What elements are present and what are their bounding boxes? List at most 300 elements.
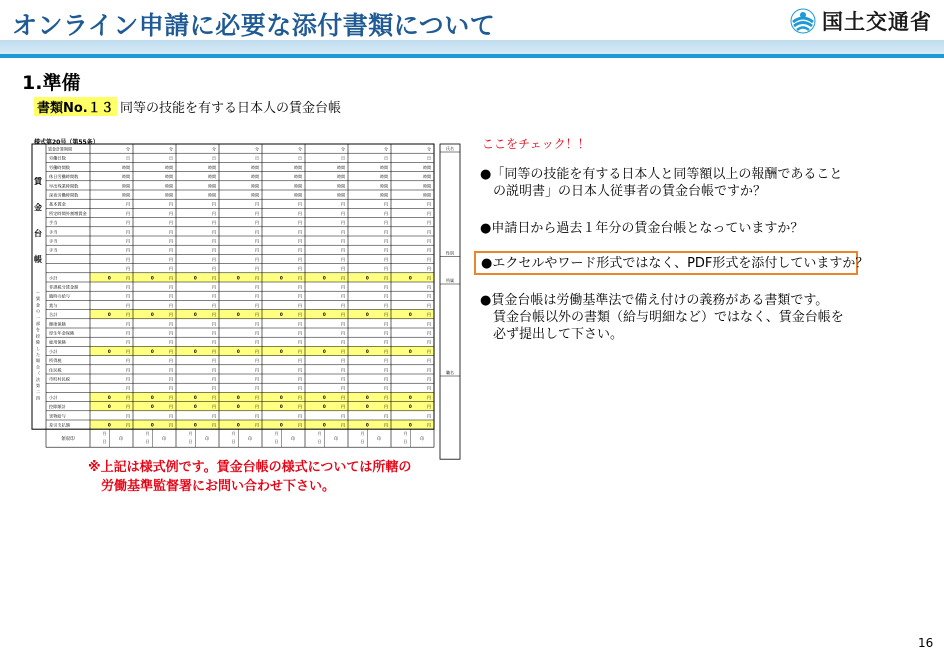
side-note-char: た	[36, 352, 40, 357]
column-header-cell: 分	[212, 146, 216, 152]
cell-unit: 円	[255, 302, 259, 308]
cell-unit: 円	[169, 247, 173, 253]
cell-unit: 円	[384, 394, 388, 400]
logo-text: 国土交通省	[822, 10, 932, 34]
cell-unit: 円	[169, 367, 173, 373]
cell-value: 0	[322, 312, 326, 318]
cell-unit: 円	[384, 266, 388, 272]
row-label: 所得税	[49, 358, 62, 364]
cell-value: 0	[322, 422, 326, 428]
check-item-4: ●賃金台帳は労働基準法で備え付けの義務がある書類です。 賃金台帳以外の書類（給与明細など）ではなく、賃金台帳を 必ず提出して下さい。	[480, 293, 844, 342]
cell-unit: 円	[126, 312, 130, 318]
cell-unit: 円	[126, 210, 130, 216]
cell-unit: 円	[126, 376, 130, 382]
cell-unit: 円	[341, 339, 345, 345]
cell-unit: 円	[427, 220, 431, 226]
side-label-char: 金	[34, 203, 42, 212]
side-note-char: を	[36, 327, 40, 333]
header-band	[0, 40, 944, 54]
cell-unit: 円	[212, 256, 216, 262]
row-label: 住民税	[49, 367, 62, 373]
mlit-logo-icon	[790, 8, 816, 34]
cell-unit: 円	[169, 376, 173, 382]
side-note-char: 除	[36, 339, 40, 345]
cell-unit: 円	[255, 229, 259, 235]
cell-unit: 円	[169, 312, 173, 318]
cell-unit: 円	[212, 238, 216, 244]
row-label: 小計	[49, 394, 58, 400]
row-label: 合計	[49, 312, 58, 318]
cell-unit: 円	[126, 293, 130, 299]
cell-unit: 時間	[208, 174, 216, 180]
form-caption: 様式第20号（第55条）	[34, 139, 99, 146]
cell-unit: 円	[255, 348, 259, 354]
row-label: 所定時間外割増賃金	[49, 210, 87, 216]
cell-unit: 円	[126, 220, 130, 226]
cell-value: 0	[408, 404, 412, 410]
cell-unit: 円	[298, 358, 302, 364]
footer-month: 月	[188, 431, 193, 437]
cell-unit: 円	[341, 348, 345, 354]
document-number: 書類No.１３	[34, 97, 117, 116]
cell-value: 0	[150, 404, 154, 410]
cell-value: 0	[408, 422, 412, 428]
cell-value: 0	[236, 422, 240, 428]
cell-unit: 時間	[251, 164, 259, 170]
cell-value: 0	[365, 312, 369, 318]
cell-unit: 円	[298, 422, 302, 428]
cell-unit: 円	[255, 339, 259, 345]
cell-unit: 円	[255, 358, 259, 364]
cell-value: 0	[193, 348, 197, 354]
cell-unit: 円	[298, 201, 302, 207]
cell-unit: 円	[384, 210, 388, 216]
cell-unit: 円	[169, 339, 173, 345]
cell-unit: 円	[212, 330, 216, 336]
cell-unit: 時間	[122, 183, 130, 189]
cell-unit: 円	[255, 413, 259, 419]
row-label: 臨時の給与	[49, 293, 70, 299]
cell-value: 0	[322, 348, 326, 354]
cell-unit: 円	[126, 201, 130, 207]
header	[0, 0, 944, 44]
cell-unit: 円	[212, 210, 216, 216]
cell-unit: 円	[298, 312, 302, 318]
cell-unit: 円	[298, 404, 302, 410]
cell-unit: 円	[427, 348, 431, 354]
cell-unit: 円	[255, 330, 259, 336]
cell-unit: 時間	[251, 174, 259, 180]
footer-day: 日	[317, 439, 322, 445]
cell-unit: 円	[427, 312, 431, 318]
cell-unit: 円	[384, 330, 388, 336]
cell-unit: 円	[341, 284, 345, 290]
side-note-char: 部	[36, 321, 40, 326]
footer-label: 領収印	[61, 437, 75, 443]
cell-unit: 円	[298, 293, 302, 299]
cell-unit: 日	[341, 155, 345, 161]
cell-value: 0	[279, 394, 283, 400]
cell-unit: 円	[169, 385, 173, 391]
row-label: 手当	[49, 247, 58, 253]
check-heading: ここをチェック！！	[482, 137, 590, 151]
cell-unit: 円	[427, 330, 431, 336]
cell-unit: 円	[169, 321, 173, 327]
cell-unit: 円	[169, 293, 173, 299]
cell-unit: 円	[427, 266, 431, 272]
cell-unit: 円	[212, 247, 216, 253]
side-label-char: 賃	[34, 177, 42, 186]
section-heading: 1.準備	[22, 72, 81, 94]
cell-unit: 円	[384, 404, 388, 410]
cell-unit: 円	[427, 256, 431, 262]
cell-unit: 日	[384, 155, 388, 161]
cell-value: 0	[279, 275, 283, 281]
cell-unit: 円	[427, 229, 431, 235]
cell-unit: 日	[298, 155, 302, 161]
cell-unit: 円	[169, 348, 173, 354]
cell-unit: 円	[298, 238, 302, 244]
cell-unit: 円	[298, 367, 302, 373]
row-label: 雇用保険	[49, 339, 66, 345]
cell-unit: 円	[427, 422, 431, 428]
cell-value: 0	[408, 348, 412, 354]
cell-unit: 円	[341, 238, 345, 244]
cell-unit: 円	[126, 394, 130, 400]
cell-value: 0	[107, 275, 111, 281]
cell-unit: 円	[212, 266, 216, 272]
cell-unit: 円	[341, 413, 345, 419]
footer-day: 日	[360, 439, 365, 445]
footer-day: 日	[274, 439, 279, 445]
cell-value: 0	[236, 275, 240, 281]
cell-unit: 円	[212, 321, 216, 327]
cell-unit: 円	[427, 358, 431, 364]
cell-unit: 円	[255, 394, 259, 400]
row-label: 差引支払額	[49, 422, 70, 428]
cell-unit: 円	[126, 266, 130, 272]
cell-unit: 円	[212, 348, 216, 354]
cell-unit: 円	[255, 247, 259, 253]
form-frame	[32, 144, 434, 429]
cell-value: 0	[279, 404, 283, 410]
cell-unit: 円	[298, 302, 302, 308]
cell-unit: 円	[298, 229, 302, 235]
side-note-char: 賃	[36, 296, 40, 302]
cell-value: 0	[365, 422, 369, 428]
check-item-1: ●「同等の技能を有する日本人と同等額以上の報酬であること の説明書」の日本人従事者の賃金台帳ですか？	[480, 167, 843, 199]
cell-unit: 時間	[165, 192, 173, 198]
side-note-char: 場	[36, 358, 40, 364]
cell-unit: 円	[427, 413, 431, 419]
footer-seal: 印	[291, 436, 295, 442]
cell-value: 0	[322, 404, 326, 410]
cell-unit: 円	[427, 367, 431, 373]
cell-unit: 円	[212, 367, 216, 373]
cell-unit: 円	[212, 422, 216, 428]
cell-unit: 円	[255, 201, 259, 207]
cell-unit: 時間	[208, 192, 216, 198]
cell-unit: 円	[427, 275, 431, 281]
row-label: 控除額計	[49, 404, 66, 410]
cell-unit: 時間	[423, 164, 431, 170]
cell-unit: 円	[126, 238, 130, 244]
footer-month: 月	[145, 431, 150, 437]
form-note-line-2: 労働基準監督署にお問い合わせ下さい。	[88, 479, 336, 494]
cell-unit: 時間	[294, 174, 302, 180]
row-label: 市町村民税	[49, 376, 70, 382]
cell-unit: 円	[212, 302, 216, 308]
row-label: 休日労働時間数	[49, 174, 79, 180]
cell-unit: 円	[298, 385, 302, 391]
page-title: オンライン申請に必要な添付書類について	[12, 11, 496, 40]
footer-month: 月	[231, 431, 236, 437]
cell-unit: 円	[126, 358, 130, 364]
cell-unit: 円	[255, 422, 259, 428]
column-header-cell: 分	[384, 146, 388, 152]
cell-unit: 円	[255, 256, 259, 262]
footer-seal: 印	[162, 436, 166, 442]
cell-unit: 円	[341, 247, 345, 253]
cell-unit: 円	[212, 358, 216, 364]
cell-unit: 時間	[337, 192, 345, 198]
footer-day: 日	[145, 439, 150, 445]
cell-unit: 時間	[294, 192, 302, 198]
side-panel-label: 所属	[446, 278, 454, 283]
cell-unit: 円	[126, 275, 130, 281]
side-note-char: 法	[36, 376, 40, 382]
column-header-label: 賃金計算期間	[48, 146, 72, 152]
cell-unit: 円	[255, 275, 259, 281]
cell-unit: 時間	[208, 183, 216, 189]
cell-value: 0	[150, 422, 154, 428]
cell-unit: 円	[341, 266, 345, 272]
cell-unit: 時間	[380, 192, 388, 198]
cell-unit: 円	[169, 302, 173, 308]
cell-unit: 時間	[165, 174, 173, 180]
form-note	[88, 458, 411, 496]
cell-unit: 円	[212, 413, 216, 419]
cell-unit: 日	[427, 155, 431, 161]
cell-unit: 円	[427, 201, 431, 207]
cell-unit: 時間	[122, 192, 130, 198]
cell-unit: 円	[341, 330, 345, 336]
cell-unit: 円	[212, 293, 216, 299]
cell-unit: 円	[298, 220, 302, 226]
wage-ledger-form	[32, 136, 466, 445]
cell-unit: 日	[126, 155, 130, 161]
cell-unit: 円	[427, 385, 431, 391]
side-note-char: し	[36, 345, 40, 351]
cell-unit: 円	[169, 238, 173, 244]
cell-unit: 円	[169, 229, 173, 235]
cell-unit: 円	[126, 385, 130, 391]
side-panel-label: 職名	[446, 370, 454, 375]
footer-month: 月	[274, 431, 279, 437]
cell-unit: 円	[341, 220, 345, 226]
cell-unit: 円	[126, 229, 130, 235]
cell-unit: 円	[384, 229, 388, 235]
side-panel-label: 氏名	[446, 146, 454, 151]
cell-value: 0	[279, 348, 283, 354]
check-item-2: ●申請日から過去１年分の賃金台帳となっていますか？	[480, 221, 804, 236]
cell-value: 0	[322, 394, 326, 400]
cell-value: 0	[107, 394, 111, 400]
cell-unit: 円	[384, 367, 388, 373]
footer-seal: 印	[377, 436, 381, 442]
cell-unit: 円	[169, 413, 173, 419]
cell-unit: 円	[126, 247, 130, 253]
cell-unit: 時間	[380, 174, 388, 180]
cell-unit: 円	[255, 312, 259, 318]
side-note-char: の	[36, 308, 40, 314]
cell-unit: 円	[169, 220, 173, 226]
cell-unit: 円	[255, 293, 259, 299]
cell-unit: 円	[169, 201, 173, 207]
cell-unit: 円	[298, 394, 302, 400]
cell-unit: 時間	[337, 183, 345, 189]
cell-unit: 時間	[337, 174, 345, 180]
cell-unit: 円	[427, 238, 431, 244]
cell-value: 0	[365, 404, 369, 410]
row-label: 手当	[49, 238, 58, 244]
side-note-char: 四	[36, 395, 40, 401]
logo	[790, 6, 932, 36]
cell-unit: 円	[384, 302, 388, 308]
cell-value: 0	[193, 275, 197, 281]
cell-unit: 円	[341, 256, 345, 262]
cell-unit: 円	[384, 385, 388, 391]
cell-unit: 円	[212, 284, 216, 290]
cell-unit: 円	[298, 321, 302, 327]
footer-month: 月	[360, 431, 365, 437]
cell-unit: 円	[427, 284, 431, 290]
cell-value: 0	[150, 394, 154, 400]
cell-value: 0	[322, 275, 326, 281]
cell-value: 0	[365, 275, 369, 281]
row-label: 手当	[49, 229, 58, 235]
cell-unit: 時間	[122, 164, 130, 170]
cell-unit: 円	[126, 321, 130, 327]
cell-unit: 時間	[294, 164, 302, 170]
cell-unit: 円	[384, 247, 388, 253]
cell-unit: 円	[169, 210, 173, 216]
column-header-cell: 分	[298, 146, 302, 152]
cell-unit: 円	[126, 339, 130, 345]
cell-unit: 時間	[380, 183, 388, 189]
cell-unit: 円	[341, 367, 345, 373]
cell-unit: 時間	[337, 164, 345, 170]
cell-unit: 円	[212, 376, 216, 382]
cell-unit: 円	[298, 275, 302, 281]
cell-unit: 時間	[423, 174, 431, 180]
cell-unit: 円	[341, 275, 345, 281]
cell-unit: 円	[169, 358, 173, 364]
cell-unit: 円	[298, 339, 302, 345]
footer-month: 月	[102, 431, 107, 437]
cell-unit: 円	[341, 302, 345, 308]
cell-unit: 円	[298, 413, 302, 419]
cell-unit: 円	[341, 358, 345, 364]
cell-unit: 円	[384, 348, 388, 354]
cell-unit: 日	[255, 155, 259, 161]
cell-unit: 円	[212, 312, 216, 318]
cell-unit: 円	[341, 312, 345, 318]
cell-value: 0	[279, 312, 283, 318]
side-note-char: 一	[36, 314, 40, 320]
footer-seal: 印	[205, 436, 209, 442]
cell-unit: 円	[384, 312, 388, 318]
cell-unit: 時間	[165, 183, 173, 189]
side-note-char: 二	[36, 389, 40, 395]
cell-unit: 日	[169, 155, 173, 161]
cell-value: 0	[365, 348, 369, 354]
cell-unit: 円	[384, 376, 388, 382]
cell-unit: 時間	[294, 183, 302, 189]
cell-unit: 時間	[251, 192, 259, 198]
cell-unit: 円	[427, 302, 431, 308]
cell-unit: 円	[427, 293, 431, 299]
cell-unit: 円	[255, 367, 259, 373]
cell-value: 0	[193, 394, 197, 400]
cell-unit: 円	[341, 229, 345, 235]
cell-unit: 円	[427, 404, 431, 410]
cell-unit: 時間	[122, 174, 130, 180]
cell-value: 0	[408, 275, 412, 281]
cell-unit: 日	[212, 155, 216, 161]
footer-day: 日	[231, 439, 236, 445]
cell-unit: 円	[384, 413, 388, 419]
cell-unit: 円	[298, 330, 302, 336]
cell-unit: 円	[169, 404, 173, 410]
cell-unit: 円	[384, 275, 388, 281]
cell-unit: 円	[298, 247, 302, 253]
cell-unit: 円	[169, 284, 173, 290]
cell-value: 0	[150, 275, 154, 281]
cell-unit: 円	[341, 201, 345, 207]
form-side-panel	[440, 144, 460, 459]
cell-unit: 円	[212, 229, 216, 235]
cell-unit: 円	[341, 210, 345, 216]
cell-unit: 円	[341, 321, 345, 327]
cell-unit: 円	[384, 422, 388, 428]
cell-unit: 円	[126, 348, 130, 354]
cell-unit: 円	[212, 339, 216, 345]
footer-seal: 印	[248, 436, 252, 442]
cell-unit: 円	[341, 394, 345, 400]
header-divider	[0, 54, 944, 58]
cell-unit: 円	[298, 348, 302, 354]
cell-unit: 円	[255, 220, 259, 226]
cell-value: 0	[236, 394, 240, 400]
side-note-char: 控	[36, 333, 40, 339]
row-label: 手当	[49, 220, 58, 226]
footer-day: 日	[403, 439, 408, 445]
footer-day: 日	[102, 439, 107, 445]
cell-unit: 円	[427, 210, 431, 216]
cell-unit: 円	[427, 376, 431, 382]
cell-unit: 円	[212, 385, 216, 391]
side-note-char: ー	[36, 290, 40, 295]
cell-unit: 円	[298, 284, 302, 290]
cell-unit: 円	[169, 394, 173, 400]
form-note-line-1: ※上記は様式例です。賃金台帳の様式については所轄の	[88, 460, 412, 475]
cell-unit: 円	[427, 394, 431, 400]
cell-unit: 円	[212, 394, 216, 400]
column-header-cell: 分	[427, 146, 431, 152]
row-label: 健康保険	[49, 321, 66, 327]
side-note-char: 第	[36, 383, 40, 388]
